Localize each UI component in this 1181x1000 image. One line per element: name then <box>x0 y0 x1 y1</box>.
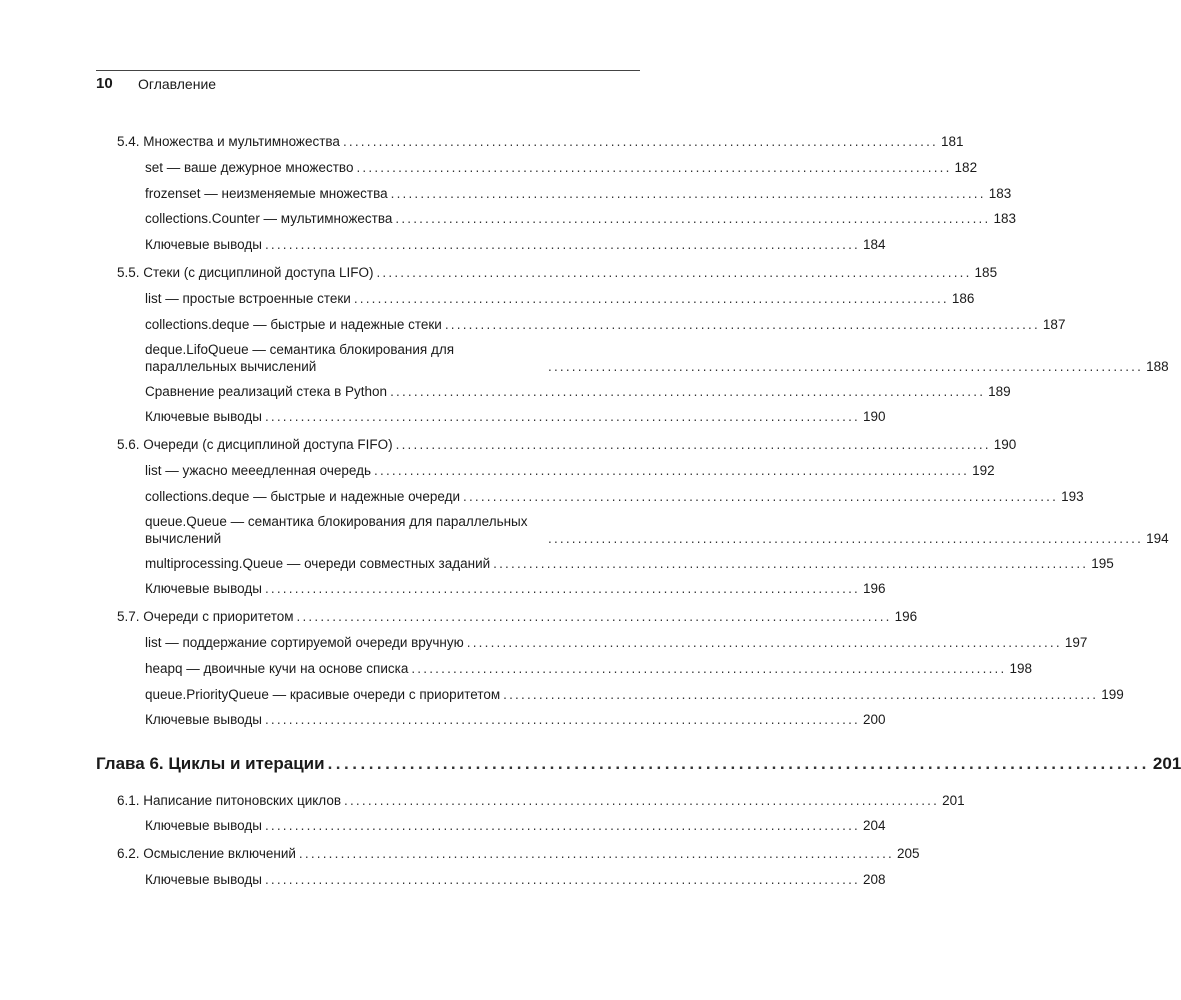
toc-subsection[interactable] <box>145 210 1016 227</box>
toc-subsection[interactable] <box>145 555 1114 572</box>
toc-leader-dots: .................................................................................................... <box>356 160 952 175</box>
toc-subsection[interactable] <box>145 341 1169 375</box>
toc-entry-title: collections.deque — быстрые и надежные стеки <box>145 317 442 332</box>
toc-page-number: 185 <box>974 265 998 280</box>
toc-page-number: 181 <box>941 134 964 149</box>
toc-entry-title: Ключевые выводы <box>145 409 262 424</box>
toc-page-number: 205 <box>897 846 920 861</box>
toc-subsection[interactable] <box>145 408 886 425</box>
toc-subsection[interactable] <box>145 871 886 888</box>
toc-entry-title: list — простые встроенные стеки <box>145 291 351 306</box>
toc-subsection[interactable] <box>145 290 975 307</box>
toc-entry-title: 5.7. Очереди с приоритетом <box>117 609 294 624</box>
toc-leader-dots: .................................................................................................... <box>344 793 940 808</box>
toc-page-number: 194 <box>1146 531 1169 546</box>
toc-section-5-6[interactable] <box>117 436 1017 453</box>
toc-page-number: 190 <box>993 437 1017 452</box>
toc-leader-dots: .................................................................................................... <box>548 531 1144 546</box>
toc-entry-title: Ключевые выводы <box>145 818 262 833</box>
toc-leader-dots: .................................................................................................... <box>548 359 1144 374</box>
toc-page-number: 182 <box>954 160 978 175</box>
toc-subsection[interactable] <box>145 185 1012 202</box>
toc-page-number: 183 <box>993 211 1016 226</box>
toc-entry-title: 6.2. Осмысление включений <box>117 846 296 861</box>
toc-entry-title: 5.4. Множества и мультимножества <box>117 134 340 149</box>
toc-page-number: 201 <box>942 793 965 808</box>
toc-page-number: 186 <box>951 291 975 306</box>
running-header <box>96 70 640 96</box>
toc-leader-dots: .................................................................................................... <box>411 661 1007 676</box>
toc-leader-dots: .................................................................................................... <box>395 211 991 226</box>
page-number: 10 <box>96 75 113 92</box>
toc-leader-dots: .................................................................................................... <box>376 265 972 280</box>
toc-subsection[interactable] <box>145 711 886 728</box>
toc-leader-dots: .................................................................................................... <box>503 687 1099 702</box>
toc-subsection[interactable] <box>145 488 1084 505</box>
toc-subsection[interactable] <box>145 236 886 253</box>
toc-page-number: 201 <box>1152 754 1181 773</box>
toc-leader-dots: .................................................................................................... <box>395 437 991 452</box>
toc-entry-title: Ключевые выводы <box>145 872 262 887</box>
toc-entry-title: multiprocessing.Queue — очереди совместных заданий <box>145 556 491 571</box>
toc-page-number: 208 <box>863 872 886 887</box>
toc-leader-dots: .................................................................................................... <box>444 317 1040 332</box>
toc-page-number: 197 <box>1064 635 1088 650</box>
toc-leader-dots: .................................................................................................... <box>264 712 861 727</box>
toc-chapter-6[interactable] <box>96 753 1181 775</box>
toc-leader-dots: .................................................................................................... <box>296 609 892 624</box>
toc-page-number: 184 <box>863 237 886 252</box>
toc-subsection[interactable] <box>145 316 1066 333</box>
toc-page-number: 198 <box>1009 661 1032 676</box>
toc-leader-dots: .................................................................................................... <box>264 581 861 596</box>
toc-section-5-7[interactable] <box>117 608 918 625</box>
toc-entry-title: queue.Queue — семантика блокирования для параллельных вычислений <box>145 514 528 546</box>
toc-leader-dots: .................................................................................................... <box>264 818 861 833</box>
toc-leader-dots: .................................................................................................... <box>493 556 1089 571</box>
toc-entry-title: collections.deque — быстрые и надежные очереди <box>145 489 460 504</box>
toc-leader-dots: .................................................................................................... <box>327 754 1150 773</box>
toc-section-6-2[interactable] <box>117 845 920 862</box>
toc-subsection[interactable] <box>145 513 1169 547</box>
toc-leader-dots: .................................................................................................... <box>466 635 1062 650</box>
toc-page-number: 204 <box>863 818 886 833</box>
toc-leader-dots: .................................................................................................... <box>390 384 986 399</box>
toc-page-number: 192 <box>972 463 995 478</box>
toc-entry-title: Глава 6. Циклы и итерации <box>96 754 325 773</box>
toc-page-number: 187 <box>1042 317 1066 332</box>
toc-subsection[interactable] <box>145 159 978 176</box>
toc-page-number: 196 <box>894 609 918 624</box>
toc-page-number: 183 <box>988 186 1012 201</box>
toc-leader-dots: .................................................................................................... <box>264 237 861 252</box>
toc-subsection[interactable] <box>145 817 886 834</box>
toc-entry-title: deque.LifoQueue — семантика блокирования для параллельных вычислений <box>145 342 455 374</box>
toc-page-number: 200 <box>863 712 886 727</box>
toc-leader-dots: .................................................................................................... <box>353 291 949 306</box>
running-title: Оглавление <box>138 76 217 92</box>
toc-section-5-5[interactable] <box>117 264 998 281</box>
toc-subsection[interactable] <box>145 660 1032 677</box>
toc-leader-dots: .................................................................................................... <box>298 846 894 861</box>
toc-page-number: 188 <box>1146 359 1169 374</box>
toc-subsection[interactable] <box>145 686 1124 703</box>
toc-subsection[interactable] <box>145 580 886 597</box>
toc-leader-dots: .................................................................................................... <box>342 134 939 149</box>
toc-leader-dots: .................................................................................................... <box>463 489 1059 504</box>
toc-entry-title: 5.6. Очереди (с дисциплиной доступа FIFO) <box>117 437 393 452</box>
toc-entry-title: 5.5. Стеки (с дисциплиной доступа LIFO) <box>117 265 374 280</box>
toc-page-number: 196 <box>863 581 886 596</box>
toc-entry-title: list — поддержание сортируемой очереди вручную <box>145 635 464 650</box>
toc-entry-title: collections.Counter — мультимножества <box>145 211 393 226</box>
toc-subsection[interactable] <box>145 462 995 479</box>
toc-page-number: 189 <box>988 384 1011 399</box>
toc-subsection[interactable] <box>145 634 1088 651</box>
toc-page-number: 199 <box>1101 687 1124 702</box>
toc-entry-title: set — ваше дежурное множество <box>145 160 354 175</box>
toc-entry-title: 6.1. Написание питоновских циклов <box>117 793 342 808</box>
toc-entry-title: Ключевые выводы <box>145 237 262 252</box>
toc-subsection[interactable] <box>145 383 1011 400</box>
toc-section-5-4[interactable] <box>117 133 964 150</box>
toc-section-6-1[interactable] <box>117 792 965 809</box>
toc-entry-title: Ключевые выводы <box>145 581 262 596</box>
toc-entry-title: Сравнение реализаций стека в Python <box>145 384 388 399</box>
toc-page-number: 195 <box>1091 556 1114 571</box>
toc-leader-dots: .................................................................................................... <box>374 463 970 478</box>
toc-leader-dots: .................................................................................................... <box>264 409 861 424</box>
toc-entry-title: Ключевые выводы <box>145 712 262 727</box>
toc-page-number: 190 <box>863 409 886 424</box>
toc-page-number: 193 <box>1061 489 1084 504</box>
toc-entry-title: frozenset — неизменяемые множества <box>145 186 388 201</box>
toc-entry-title: heapq — двоичные кучи на основе списка <box>145 661 409 676</box>
toc-entry-title: list — ужасно мееедленная очередь <box>145 463 372 478</box>
toc-leader-dots: .................................................................................................... <box>390 186 986 201</box>
toc-entry-title: queue.PriorityQueue — красивые очереди с приоритетом <box>145 687 501 702</box>
toc-leader-dots: .................................................................................................... <box>264 872 861 887</box>
